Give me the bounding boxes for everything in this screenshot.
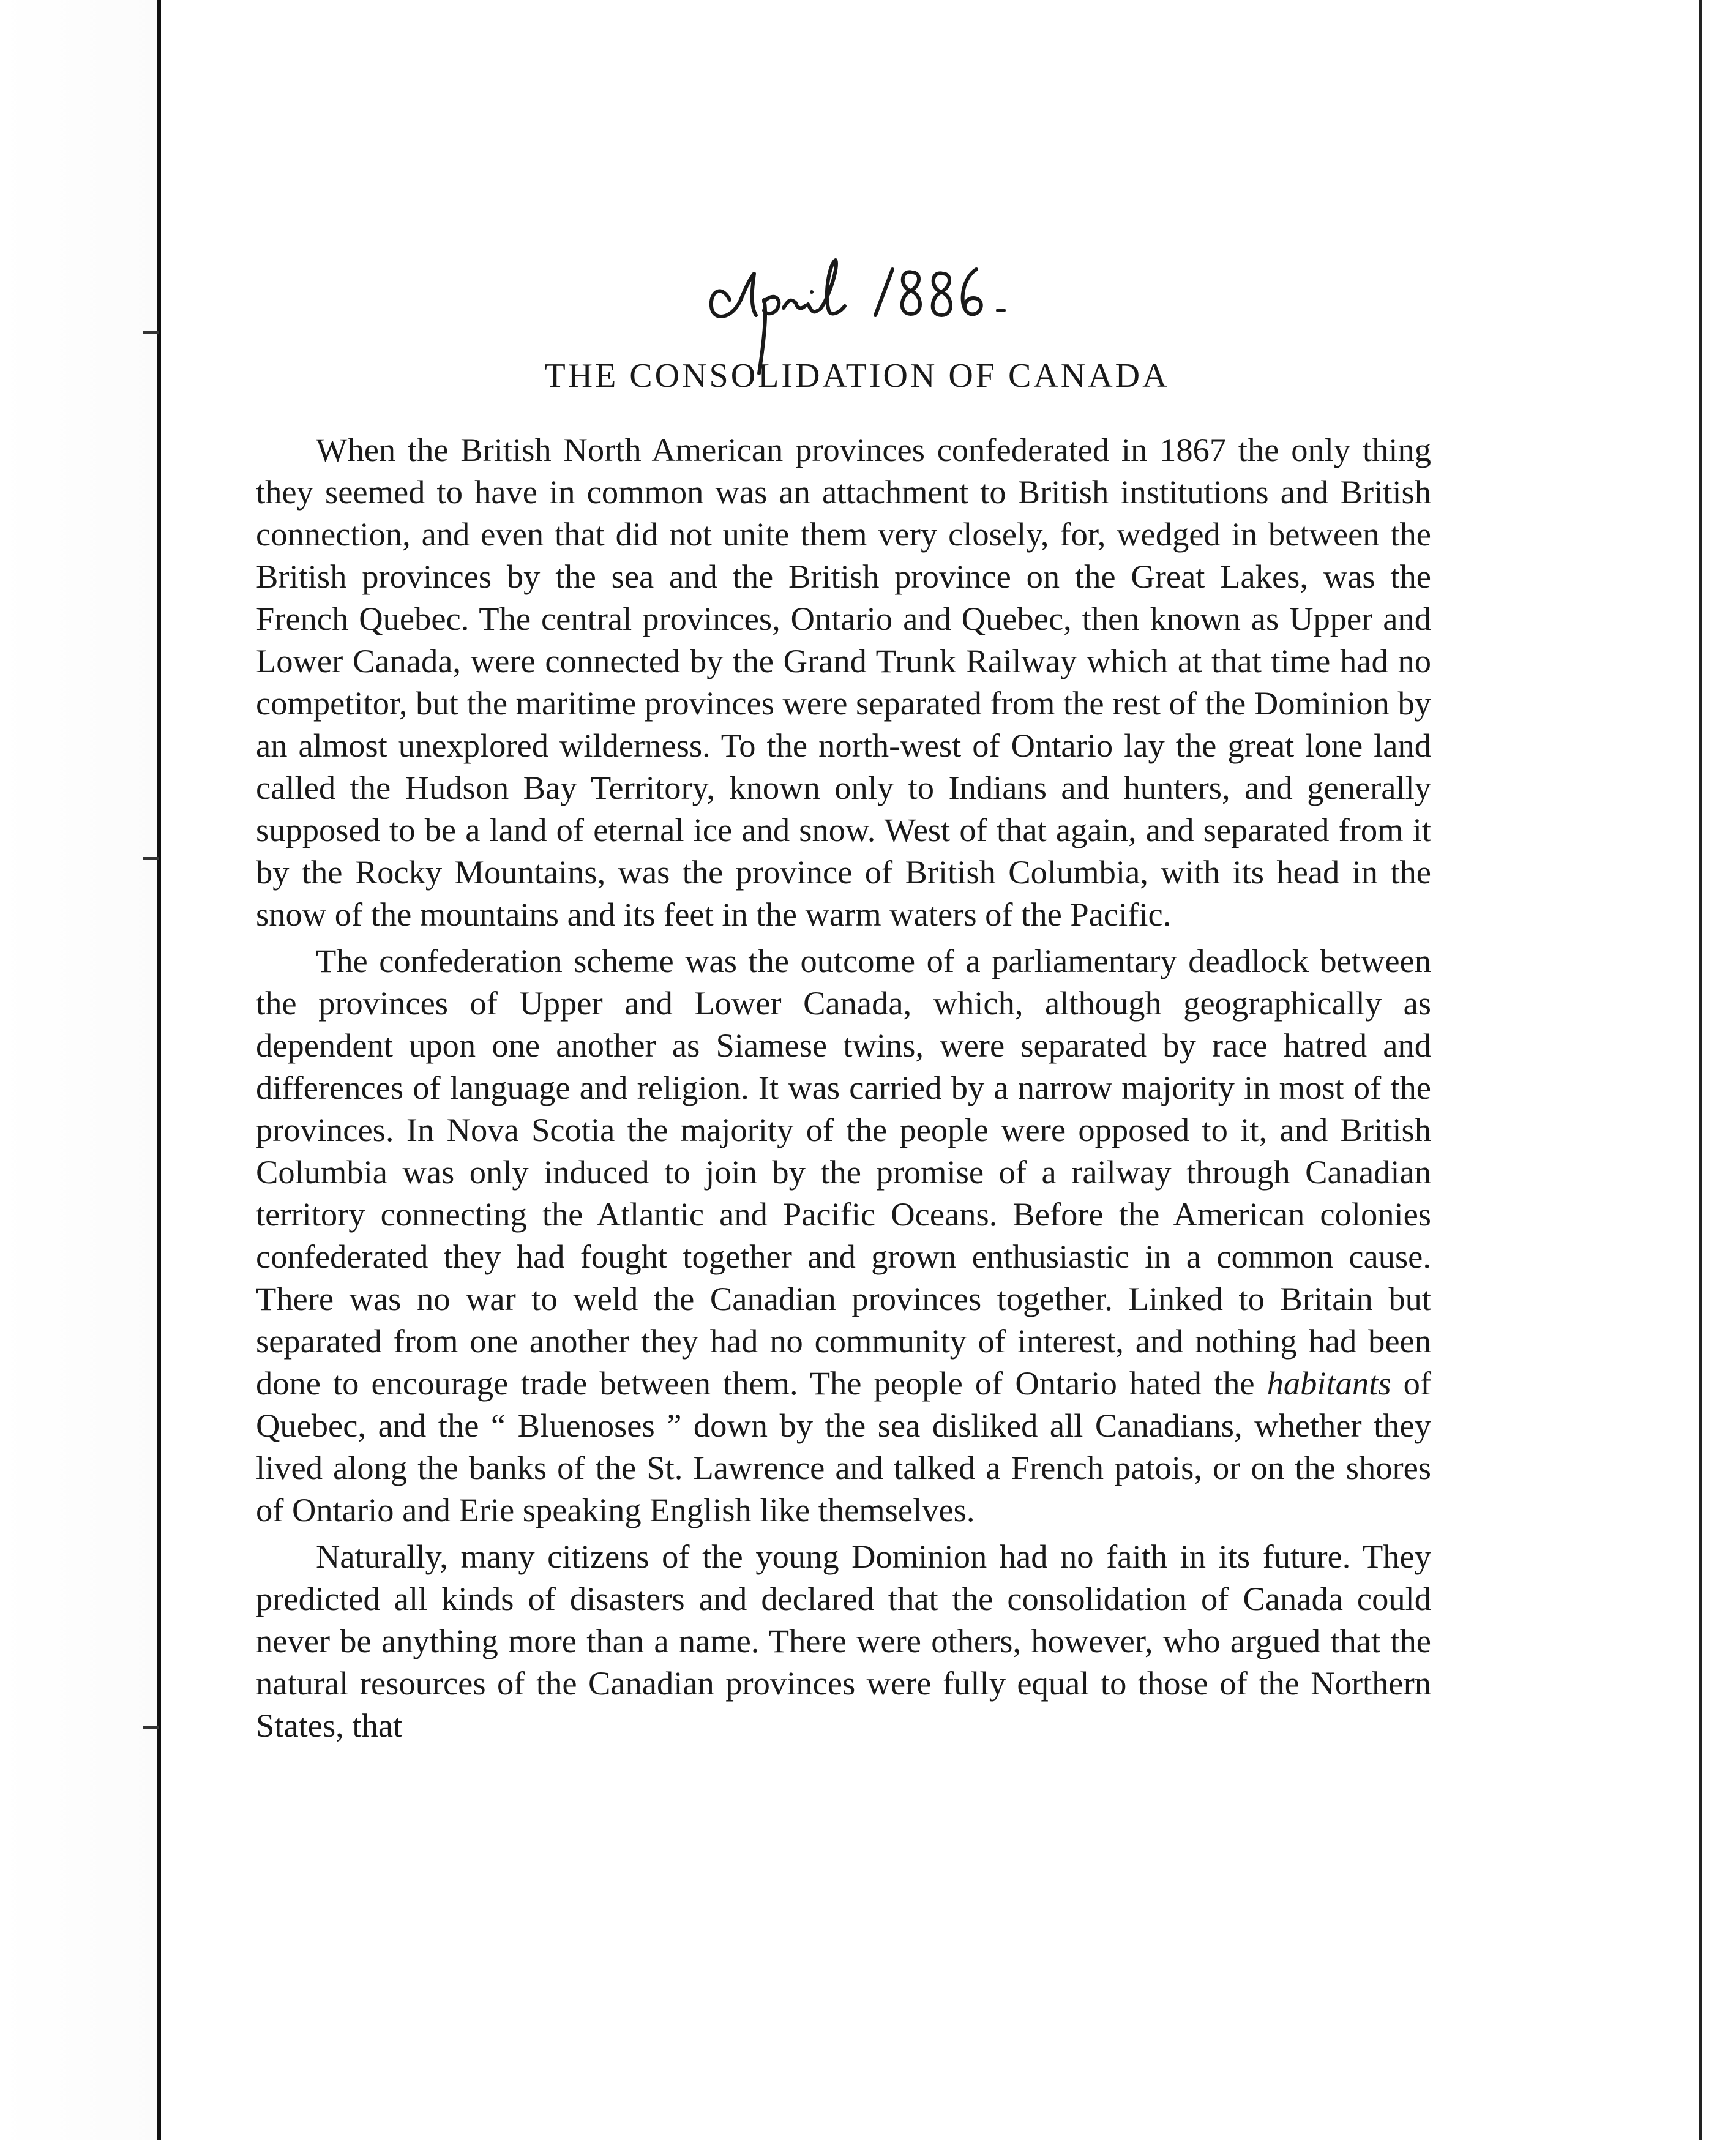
paragraph: When the British North American provinces confederated in 1867 the only thing they seemed to have in common was an attachment to British institutions and British connection, and even that did not unite them very closely, for, wedged in between the British provinces by the sea and the British province on the Great Lakes, was the French Quebec. The central provinces, Ontario and Quebec, then known as Upper and Lower Canada, were connected by the Grand Trunk Railway which at that time had no competitor, but the maritime provinces were separated from the rest of the Dominion by an almost unexplored wilderness. To the north-west of Ontario lay the great lone land called the Hudson Bay Territory, known only to Indians and hunters, and generally supposed to be a land of eternal ice and snow. West of that again, and separated from it by the Rocky Mountains, was the province of British Columbia, with its head in the snow of the mountains and its feet in the warm waters of the Pacific. [256,431,1431,933]
paragraph: Naturally, many citizens of the young Dominion had no faith in its future. They predicted all kinds of disasters and declared that the consolidation of Canada could never be anything more than a name. There were others, however, who argued that the natural resources of the Canadian provinces were fully equal to those of the Northern States, that [256,1538,1431,1744]
margin-tick [143,1726,159,1729]
italic-term: habitants [1266,1364,1391,1402]
page-gutter [0,0,157,2140]
page-title: THE CONSOLIDATION OF CANADA [544,357,1170,395]
binding-edge-left [157,0,161,2140]
article-body [256,428,1431,1746]
paragraph: The confederation scheme was the outcome of a parliamentary deadlock between the provinces of Upper and Lower Canada, which, although geographically as dependent upon one another as Siamese twins, were separated by race hatred and differences of language and religion. It was carried by a narrow majority in most of the provinces. In Nova Scotia the majority of the people were opposed to it, and British Columbia was only induced to join by the promise of a railway through Canadian territory connecting the Atlantic and Pacific Oceans. Before the American colonies confederated they had fought together and grown enthusiastic in a common cause. There was no war to weld the Canadian provinces together. Linked to Britain but separated from one another they had no community of interest, and nothing had been done to encourage trade between them. The people of Ontario hated the habitants of Quebec, and the “ Bluenoses ” down by the sea disliked all Canadians, whether they lived along the banks of the St. Lawrence and talked a French patois, or on the shores of Ontario and Erie speaking English like themselves. [256,942,1431,1528]
margin-tick [143,331,159,334]
margin-tick [143,857,159,860]
page-edge-right [1699,0,1702,2140]
